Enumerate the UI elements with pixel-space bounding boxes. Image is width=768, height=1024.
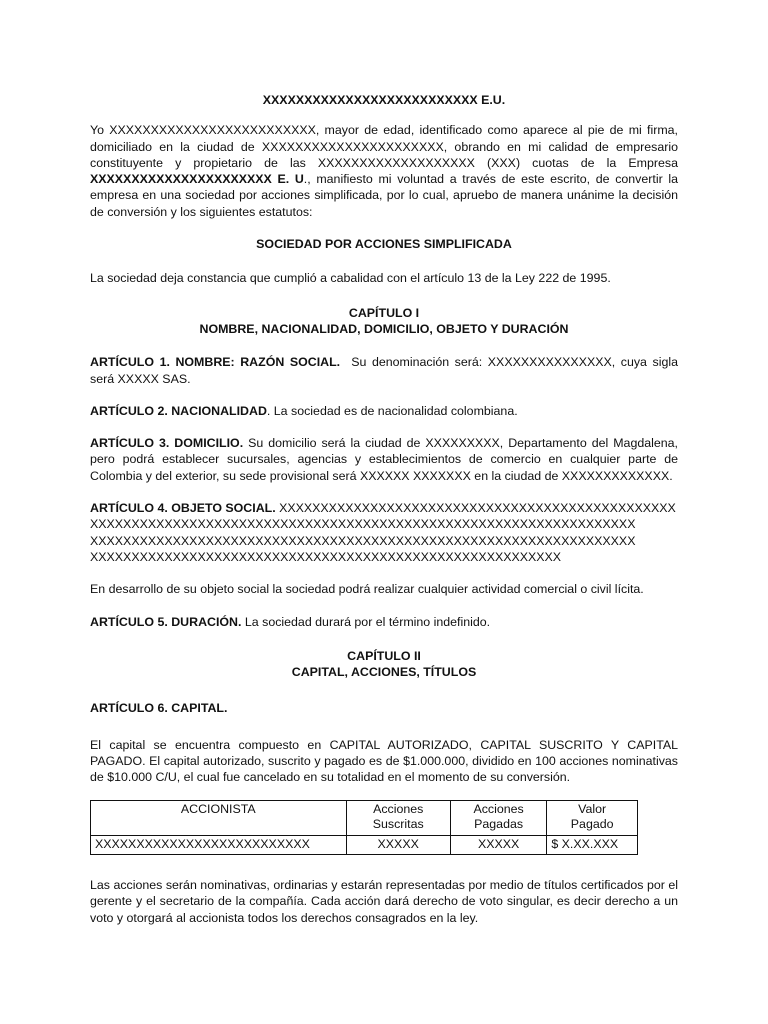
table-row [91,835,638,855]
article-4-line-1: XXXXXXXXXXXXXXXXXXXXXXXXXXXXXXXXXXXXXXXXXXXXXXXX [275,501,676,516]
article-5-heading: ARTÍCULO 5. DURACIÓN. [90,614,242,629]
cell-pagadas: XXXXX [450,835,546,855]
acciones-paragraph: Las acciones serán nominativas, ordinarias y estarán representadas por medio de títulos certificados por el gerente y el secretario de la compañía. Cada acción dará derecho de voto singular, es decir derecho a un voto y otorgará al accionista todos los derechos consagrados en la ley. [90,878,678,925]
document-header: XXXXXXXXXXXXXXXXXXXXXXXXXX E.U. [262,93,506,107]
header-acciones-pagadas [450,800,546,835]
cell-accionista: XXXXXXXXXXXXXXXXXXXXXXXXXX [91,835,347,855]
chapter-2-title: CAPITAL, ACCIONES, TÍTULOS [291,665,477,680]
capital-paragraph: El capital se encuentra compuesto en CAPITAL AUTORIZADO, CAPITAL SUSCRITO Y CAPITAL PAGADO. El capital autorizado, suscrito y pagado es de $1.000.000, dividido en 100 acciones nominativas de $10.000 C/U, el cual fue cancelado en su totalidad en el momento de su conversión. [90,737,678,785]
article-4 [90,500,678,565]
header-suscritas-line-2: Suscritas [372,817,424,832]
article-4-line-3: XXXXXXXXXXXXXXXXXXXXXXXXXXXXXXXXXXXXXXXXXXXXXXXXXXXXXXXXXXXXXXXXXX [90,533,636,548]
article-3-text: Su domicilio será la ciudad de XXXXXXXXX, Departamento del Magdalena, pero podrá establecer sucursales, agencias y establecimientos de comercio en cualquier parte de Colombia y del exterior, su sede provisional será XXXXXX XXXXXXX en la ciudad de XXXXXXXXXXXXX. [90,436,678,483]
article-5-text: La sociedad durará por el término indefinido. [241,614,491,629]
header-accionista: ACCIONISTA [91,800,347,835]
chapter-1-title: NOMBRE, NACIONALIDAD, DOMICILIO, OBJETO Y DURACIÓN [199,321,569,336]
article-4-line-2: XXXXXXXXXXXXXXXXXXXXXXXXXXXXXXXXXXXXXXXXXXXXXXXXXXXXXXXXXXXXXXXXXX [90,517,636,532]
sas-title: SOCIEDAD POR ACCIONES SIMPLIFICADA [256,237,512,252]
cell-suscritas: XXXXX [346,835,450,855]
shareholders-table [90,800,638,856]
table-header-row [91,800,638,835]
intro-text-b: ., manifiesto mi voluntad a través de este escrito, de convertir la empresa en una sociedad por acciones simplificada, por lo cual, apruebo de manera unánime la decisión de conversión y los siguientes estatutos: [90,172,679,219]
article-1 [90,354,682,387]
chapter-1-label: CAPÍTULO I [348,305,420,320]
desarrollo-paragraph: En desarrollo de su objeto social la sociedad podrá realizar cualquier actividad comercial o civil lícita. [90,582,644,597]
intro-company-name: XXXXXXXXXXXXXXXXXXXXXX E. U [90,172,304,187]
article-5 [90,614,678,630]
header-suscritas-line-1: Acciones [373,801,424,816]
article-6-heading: ARTÍCULO 6. CAPITAL. [90,701,228,716]
constancia-paragraph: La sociedad deja constancia que cumplió a cabalidad con el artículo 13 de la Ley 222 de 1995. [90,271,611,286]
cell-valor: $ X.XX.XXX [547,835,638,855]
article-4-heading: ARTÍCULO 4. OBJETO SOCIAL. [90,501,276,516]
header-valor-pagado [547,800,638,835]
document-page [90,92,682,926]
article-2-heading: ARTÍCULO 2. NACIONALIDAD [90,403,267,418]
header-valor-line-1: Valor [578,801,607,816]
article-1-heading: ARTÍCULO 1. NOMBRE: RAZÓN SOCIAL. [90,355,341,370]
article-2 [90,403,678,419]
intro-text-a: Yo XXXXXXXXXXXXXXXXXXXXXXXXX, mayor de edad, identificado como aparece al pie de mi firma, domiciliado en la ciudad de XXXXXXXXXXXXXXXXXXXXXX, obrando en mi calidad de empresario constituyente y propietario de las XXXXXXXXXXXXXXXXXXX (XXX) cuotas de la Empresa [90,123,678,170]
article-1-text: Su denominación será: XXXXXXXXXXXXXXX, cuya sigla será XXXXX SAS. [90,355,682,386]
header-pagadas-line-2: Pagadas [474,817,524,832]
intro-paragraph [90,122,678,220]
chapter-2-label: CAPÍTULO II [347,648,421,663]
article-3-heading: ARTÍCULO 3. DOMICILIO. [90,436,244,451]
header-valor-line-2: Pagado [570,817,614,832]
article-3 [90,435,678,484]
header-acciones-suscritas [346,800,450,835]
header-pagadas-line-1: Acciones [473,801,524,816]
article-2-text: . La sociedad es de nacionalidad colombiana. [266,403,518,418]
article-4-line-4: XXXXXXXXXXXXXXXXXXXXXXXXXXXXXXXXXXXXXXXXXXXXXXXXXXXXXXXXX [90,549,562,564]
